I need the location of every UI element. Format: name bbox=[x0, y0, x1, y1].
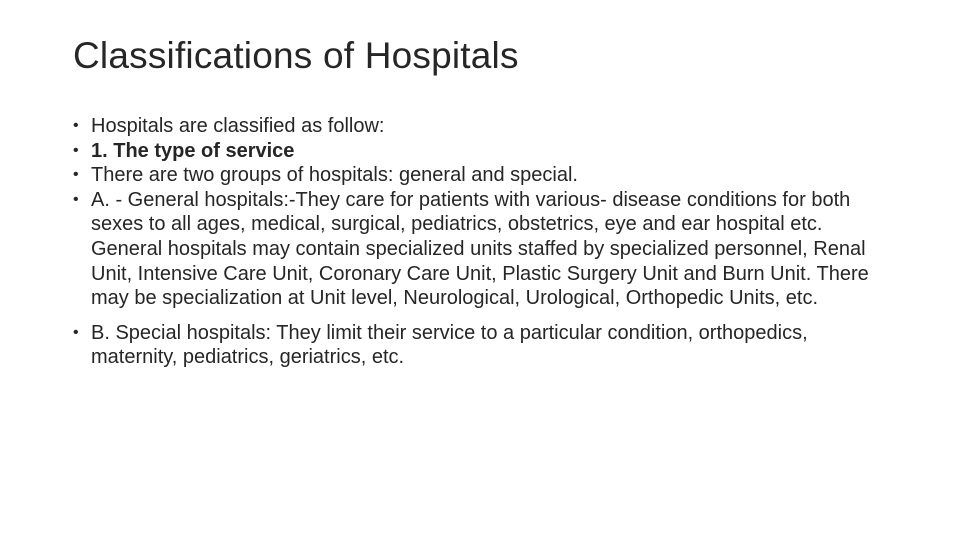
bullet-item bbox=[73, 139, 873, 164]
bullet-icon: • bbox=[73, 323, 79, 341]
bullet-item bbox=[73, 163, 873, 188]
bullet-text: 1. The type of service bbox=[91, 139, 295, 162]
bullet-icon: • bbox=[73, 190, 79, 208]
slide-content bbox=[73, 114, 873, 370]
bullet-item bbox=[73, 188, 873, 311]
bullet-icon: • bbox=[73, 117, 79, 134]
bullet-icon: • bbox=[73, 141, 79, 159]
bullet-icon: • bbox=[73, 166, 79, 184]
bullet-text: B. Special hospitals: They limit their service to a particular condition, orthopedics, maternity, pediatrics, geriatrics, etc. bbox=[91, 321, 808, 369]
bullet-text: There are two groups of hospitals: general and special. bbox=[91, 164, 578, 187]
bullet-list bbox=[73, 114, 873, 370]
slide-title: Classifications of Hospitals bbox=[73, 35, 519, 76]
bullet-item bbox=[73, 114, 873, 139]
bullet-item bbox=[73, 321, 873, 370]
bullet-text: Hospitals are classified as follow: bbox=[91, 115, 385, 137]
bullet-text: A. - General hospitals:-They care for patients with various- disease conditions for both sexes to all ages, medical, surgical, pediatrics, obstetrics, eye and ear hospital etc. General hospitals may contain specialized units staffed by specialized personnel, Renal Unit, Intensive Care Unit, Coronary Care Unit, Plastic Surgery Unit and Burn Unit. There may be specialization at Unit level, Neurological, Urological, Orthopedic Units, etc. bbox=[91, 188, 869, 310]
